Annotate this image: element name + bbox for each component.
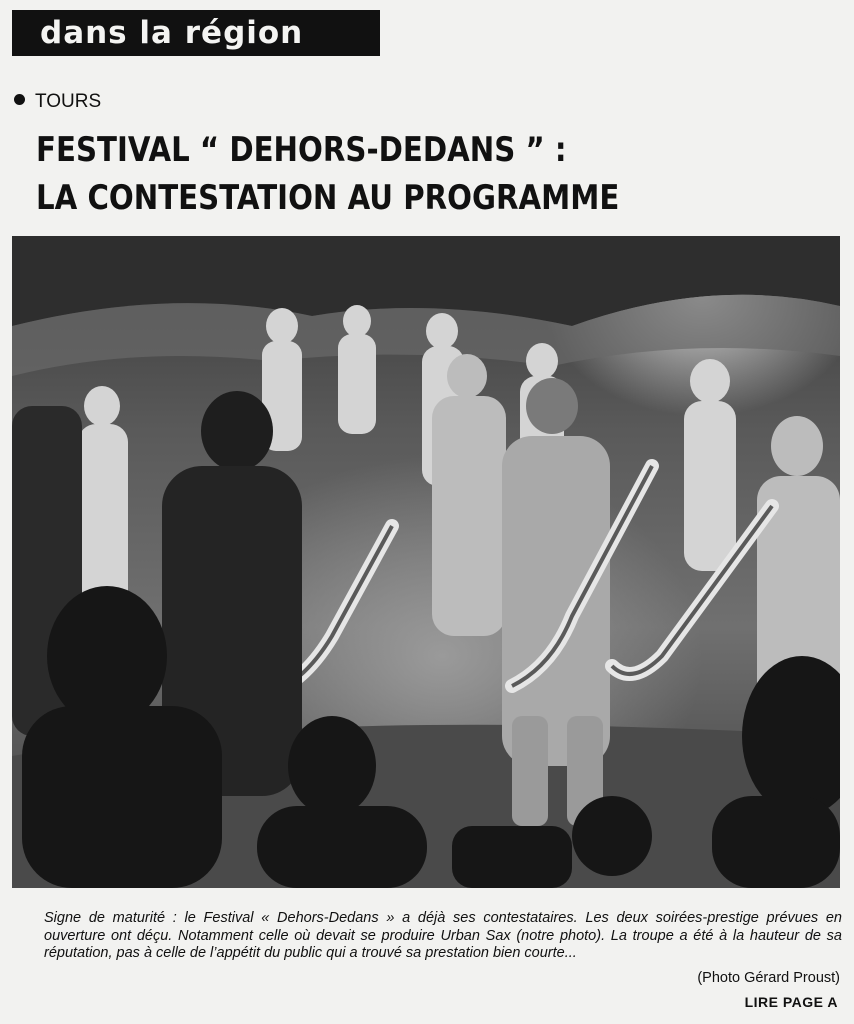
photo-caption — [44, 910, 842, 963]
headline-line-1: FESTIVAL “ DEHORS-DEDANS ” : — [36, 130, 567, 170]
caption-text: Signe de maturité : le Festival « Dehors-Dedans » a déjà ses contestataires. Les deux soirées-prestige prévues en ouverture ont déçu. Notamment celle où devait se produire Urban Sax (notre photo). La troupe a été à la hauteur de sa réputation, pas à celle de l’appétit du public qui a trouvé sa prestation bien courte... — [44, 910, 842, 961]
article-location — [14, 90, 101, 114]
bullet-icon — [14, 94, 25, 105]
article-headline — [36, 126, 724, 222]
photo-saxophonists-icon — [12, 236, 840, 888]
continuation-link[interactable]: LIRE PAGE A — [744, 994, 838, 1010]
article-photo — [12, 236, 840, 888]
section-banner — [12, 10, 380, 56]
location-text: TOURS — [35, 91, 102, 112]
headline-line-2: LA CONTESTATION AU PROGRAMME — [36, 178, 620, 218]
section-label: dans la région — [40, 15, 304, 51]
photo-credit: (Photo Gérard Proust) — [697, 970, 840, 986]
